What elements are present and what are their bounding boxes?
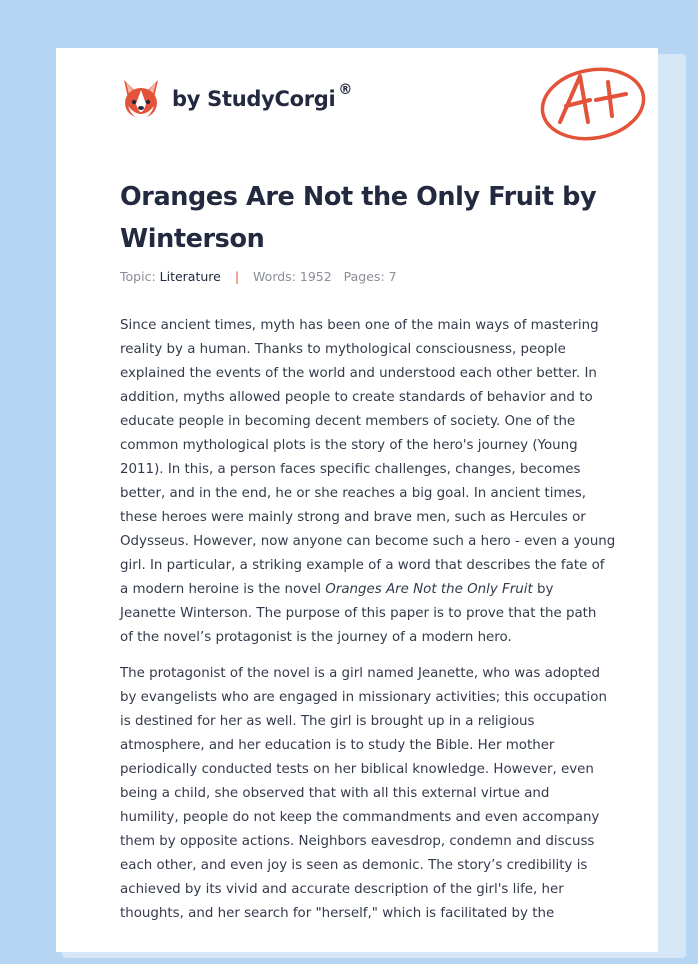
meta-separator: | bbox=[234, 269, 240, 284]
text-line: them by opposite actions. Neighbors eavesdrop, condemn and discuss bbox=[120, 834, 595, 849]
essay-body bbox=[120, 314, 640, 938]
document-title bbox=[120, 176, 620, 260]
studycorgi-logo[interactable] bbox=[120, 76, 352, 122]
text-line: Jeanette Winterson. The purpose of this paper is to prove that the path bbox=[120, 606, 597, 621]
text-line: these heroes were mainly strong and brave men, such as Hercules or bbox=[120, 510, 586, 525]
text-line: atmosphere, and her education is to study the Bible. Her mother bbox=[120, 738, 555, 753]
text-line: better, and in the end, he or she reaches a big goal. In ancient times, bbox=[120, 486, 587, 501]
text-line-with-book-title bbox=[120, 578, 640, 602]
text-line: addition, myths allowed people to create standards of behavior and to bbox=[120, 390, 593, 405]
topic-label: Topic: bbox=[120, 269, 156, 284]
text-line: thoughts, and her search for "herself," which is facilitated by the bbox=[120, 906, 555, 921]
text-line: The protagonist of the novel is a girl named Jeanette, who was adopted bbox=[120, 666, 601, 681]
text-line: of the novel’s protagonist is the journey of a modern hero. bbox=[120, 630, 512, 645]
registered-mark: ® bbox=[338, 82, 353, 98]
text-fragment: by bbox=[532, 582, 554, 597]
text-line: achieved by its vivid and accurate description of the girl's life, her bbox=[120, 882, 564, 897]
a-plus-grade-icon bbox=[538, 60, 648, 144]
title-line: Winterson bbox=[120, 224, 265, 254]
text-line: Odysseus. However, now anyone can become such a hero - even a young bbox=[120, 534, 616, 549]
paragraph bbox=[120, 314, 640, 650]
page-count: Pages: 7 bbox=[343, 269, 397, 284]
text-line: each other, and even joy is seen as demonic. The story’s credibility is bbox=[120, 858, 588, 873]
text-line: reality by a human. Thanks to mythological consciousness, people bbox=[120, 342, 566, 357]
text-line: is destined for her as well. The girl is brought up in a religious bbox=[120, 714, 535, 729]
book-title: Oranges Are Not the Only Fruit bbox=[325, 582, 533, 597]
document-meta bbox=[120, 269, 397, 284]
topic-link[interactable]: Literature bbox=[159, 269, 221, 284]
text-line: explained the events of the world and understood each other better. In bbox=[120, 366, 597, 381]
text-line: educate people in becoming decent members of society. One of the bbox=[120, 414, 576, 429]
text-line: girl. In particular, a striking example of a word that describes the fate of bbox=[120, 558, 605, 573]
text-line: common mythological plots is the story of the hero's journey (Young bbox=[120, 438, 578, 453]
word-count: Words: 1952 bbox=[253, 269, 332, 284]
brand-name: by StudyCorgi bbox=[172, 87, 336, 111]
title-line: Oranges Are Not the Only Fruit by bbox=[120, 182, 597, 212]
text-line: by evangelists who are engaged in missionary activities; this occupation bbox=[120, 690, 607, 705]
corgi-icon bbox=[120, 76, 162, 122]
paragraph bbox=[120, 662, 640, 926]
text-line: Since ancient times, myth has been one of the main ways of mastering bbox=[120, 318, 599, 333]
document-page bbox=[56, 48, 658, 952]
text-fragment: a modern heroine is the novel bbox=[120, 582, 326, 597]
text-line: 2011). In this, a person faces specific challenges, changes, becomes bbox=[120, 462, 581, 477]
text-line: being a child, she observed that with all this external virtue and bbox=[120, 786, 550, 801]
text-line: humility, people do not keep the commandments and even accompany bbox=[120, 810, 600, 825]
text-line: periodically conducted tests on her biblical knowledge. However, even bbox=[120, 762, 594, 777]
